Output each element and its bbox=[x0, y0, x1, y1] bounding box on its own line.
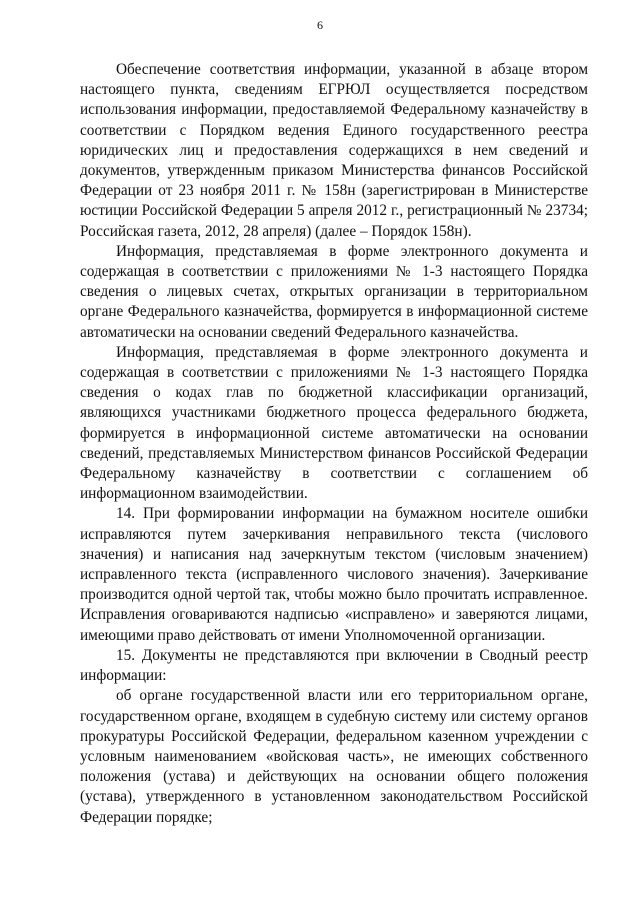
page-number: 6 bbox=[317, 18, 323, 32]
paragraph-personal-accounts: Информация, представляемая в форме электронного документа и содержащая в соответствии с приложениями № 1-3 настоящего Порядка сведения о лицевых счетах, открытых организации в территориальном органе Федерального казначейства, формируется в информационной системе автоматически на основании сведений Федерального казначейства. bbox=[80, 242, 588, 341]
paragraph-budget-chapter-codes: Информация, представляемая в форме электронного документа и содержащая в соответствии с приложениями № 1-3 настоящего Порядка сведения о кодах глав по бюджетной классификации организаций, являющихся участниками бюджетного процесса федерального бюджета, формируется в информационной системе автоматически на основании сведений, представляемых Министерством финансов Российской Федерации Федеральному казначейству в соответствии с соглашением об информационном взаимодействии. bbox=[80, 343, 588, 503]
document-body bbox=[80, 60, 588, 828]
paragraph-item-15-state-authority: об органе государственной власти или его территориальном органе, государственном органе, входящем в судебную систему или систему органов прокуратуры Российской Федерации, федеральном казенном учреждении с условным наименованием «войсковая часть», не имеющих собственного положения (устава) и действующих на основании общего положения (устава), утвержденного в установленном законодательством Российской Федерации порядке; bbox=[80, 687, 588, 826]
paragraph-item-15-intro: 15. Документы не представляются при включении в Сводный реестр информации: bbox=[80, 646, 588, 685]
paragraph-item-14-corrections: 14. При формировании информации на бумажном носителе ошибки исправляются путем зачеркивания неправильного текста (числового значения) и написания над зачеркнутым текстом (числовым значением) исправленного текста (исправленного числового значения). Зачеркивание производится одной чертой так, чтобы можно было прочитать исправленное. Исправления оговариваются надписью «исправлено» и заверяются лицами, имеющими право действовать от имени Уполномоченной организации. bbox=[80, 505, 588, 644]
paragraph-egrul-compliance: Обеспечение соответствия информации, указанной в абзаце втором настоящего пункта, сведениям ЕГРЮЛ осуществляется посредством использования информации, предоставляемой Федеральному казначейству в соответствии с Порядком ведения Единого государственного реестра юридических лиц и предоставления содержащихся в нем сведений и документов, утвержденным приказом Министерства финансов Российской Федерации от 23 ноября 2011 г. № 158н (зарегистрирован в Министерстве юстиции Российской Федерации 5 апреля 2012 г., регистрационный № 23734; Российская газета, 2012, 28 апреля) (далее – Порядок 158н). bbox=[80, 61, 588, 240]
